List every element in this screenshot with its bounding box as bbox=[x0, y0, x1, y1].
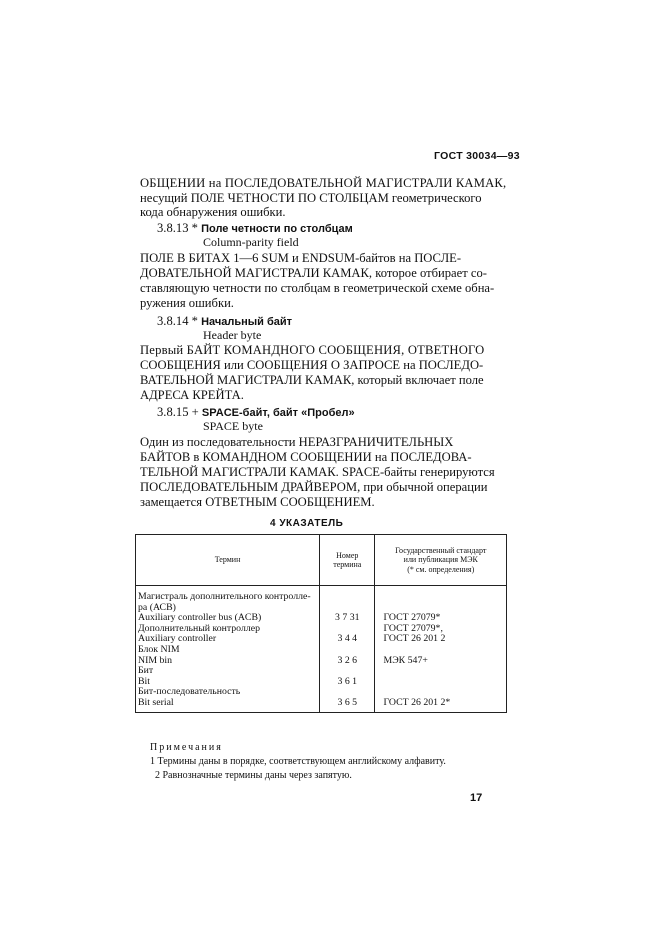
standard-cell bbox=[375, 677, 507, 688]
term-cell: Auxiliary controller bus (ACB) bbox=[136, 613, 320, 624]
text-line: БАЙТОВ в КОМАНДНОМ СООБЩЕНИИ на ПОСЛЕДОВА- bbox=[140, 450, 472, 464]
column-header-line: Государственный стандарт bbox=[395, 545, 487, 555]
term-cell: Auxiliary controller bbox=[136, 634, 320, 645]
section-mark: * bbox=[191, 314, 198, 328]
section-english-term: Column-parity field bbox=[203, 235, 299, 249]
table-header-row bbox=[136, 535, 507, 586]
section-number: 3.8.14 bbox=[157, 314, 189, 328]
table-row bbox=[136, 634, 507, 645]
table-row bbox=[136, 698, 507, 712]
term-cell: Бит-последовательность bbox=[136, 687, 320, 698]
number-cell: 3 4 4 bbox=[320, 634, 375, 645]
text-line: замещается ОТВЕТНЫМ СООБЩЕНИЕМ. bbox=[140, 495, 375, 509]
standard-cell: МЭК 547+ bbox=[375, 656, 507, 667]
note-item: 2 Равнозначные термины даны через запятую. bbox=[155, 770, 352, 781]
number-cell: 3 2 6 bbox=[320, 656, 375, 667]
text-line: ТЕЛЬНОЙ МАГИСТРАЛИ КАМАК. SPACE-байты генерируются bbox=[140, 465, 495, 479]
standard-cell: ГОСТ 26 201 2 bbox=[375, 634, 507, 645]
term-cell: ра (АСВ) bbox=[136, 603, 320, 614]
index-table bbox=[135, 534, 507, 713]
number-cell: 3 6 5 bbox=[320, 698, 375, 712]
standard-cell bbox=[375, 586, 507, 603]
column-header-line: термина bbox=[333, 560, 362, 569]
column-header-number bbox=[320, 535, 375, 586]
term-cell: NIM bin bbox=[136, 656, 320, 667]
table-row bbox=[136, 687, 507, 698]
table-row bbox=[136, 656, 507, 667]
page-number: 17 bbox=[470, 792, 483, 804]
text-line: ОБЩЕНИИ на ПОСЛЕДОВАТЕЛЬНОЙ МАГИСТРАЛИ КАМАК, bbox=[140, 176, 507, 190]
term-cell: Bit bbox=[136, 677, 320, 688]
text-line: несущий ПОЛЕ ЧЕТНОСТИ ПО СТОЛБЦАМ геометрического bbox=[140, 191, 482, 205]
section-term: SPACE-байт, байт «Пробел» bbox=[201, 407, 355, 419]
section-number: 3.8.13 bbox=[157, 221, 189, 235]
number-cell: 3 7 31 bbox=[320, 613, 375, 624]
text-line: ВАТЕЛЬНОЙ МАГИСТРАЛИ КАМАК, который включает поле bbox=[140, 373, 484, 387]
section-heading bbox=[157, 221, 353, 236]
term-cell: Bit serial bbox=[136, 698, 320, 712]
section-mark: + bbox=[191, 405, 199, 419]
index-title: 4 УКАЗАТЕЛЬ bbox=[270, 518, 344, 529]
term-cell: Магистраль дополнительного контролле- bbox=[136, 586, 320, 603]
section-heading bbox=[157, 314, 292, 329]
text-line: ПОЛЕ В БИТАХ 1—6 SUM и ENDSUM-байтов на ПОСЛЕ- bbox=[140, 251, 462, 265]
section-english-term: SPACE byte bbox=[203, 419, 263, 433]
standard-cell: ГОСТ 27079* bbox=[375, 613, 507, 624]
term-cell: Бит bbox=[136, 666, 320, 677]
section-heading bbox=[157, 405, 355, 420]
note-item: 1 Термины даны в порядке, соответствующем английскому алфавиту. bbox=[150, 756, 446, 767]
standard-cell bbox=[375, 645, 507, 656]
text-line: ПОСЛЕДОВАТЕЛЬНЫМ ДРАЙВЕРОМ, при обычной операции bbox=[140, 480, 488, 494]
column-header-terms: Термин bbox=[136, 535, 320, 586]
table-row bbox=[136, 666, 507, 677]
text-line: кода обнаружения ошибки. bbox=[140, 205, 286, 219]
text-line: Один из последовательности НЕРАЗГРАНИЧИТЕЛЬНЫХ bbox=[140, 435, 454, 449]
text-line: СООБЩЕНИЯ или СООБЩЕНИЯ О ЗАПРОСЕ на ПОСЛЕДО- bbox=[140, 358, 484, 372]
number-cell: 3 6 1 bbox=[320, 677, 375, 688]
standard-cell bbox=[375, 666, 507, 677]
number-cell bbox=[320, 645, 375, 656]
column-header-line: или публикация МЭК bbox=[403, 555, 478, 565]
section-term: Начальный байт bbox=[201, 316, 293, 328]
text-line: ставляющую четности по столбцам в геометрической схеме обна- bbox=[140, 281, 495, 295]
notes-heading: Примечания bbox=[150, 742, 223, 753]
text-line: Первый БАЙТ КОМАНДНОГО СООБЩЕНИЯ, ОТВЕТНОГО bbox=[140, 343, 485, 357]
column-header-line: Номер bbox=[336, 550, 359, 560]
text-line: ДОВАТЕЛЬНОЙ МАГИСТРАЛИ КАМАК, которое отбирает со- bbox=[140, 266, 487, 280]
term-cell: Дополнительный контроллер bbox=[136, 624, 320, 635]
section-mark: * bbox=[191, 221, 198, 235]
document-code: ГОСТ 30034—93 bbox=[434, 150, 520, 162]
text-line: АДРЕСА КРЕЙТА. bbox=[140, 388, 244, 402]
column-header-line: (* см. определения) bbox=[407, 564, 475, 574]
term-cell: Блок NIM bbox=[136, 645, 320, 656]
section-term: Поле четности по столбцам bbox=[201, 223, 353, 235]
column-header-standard bbox=[375, 535, 507, 586]
number-cell bbox=[320, 586, 375, 603]
section-number: 3.8.15 bbox=[157, 405, 189, 419]
text-line: ружения ошибки. bbox=[140, 296, 234, 310]
standard-cell: ГОСТ 27079*, bbox=[375, 624, 507, 635]
section-english-term: Header byte bbox=[203, 328, 262, 342]
standard-cell: ГОСТ 26 201 2* bbox=[375, 698, 507, 712]
table-row bbox=[136, 645, 507, 656]
table-row bbox=[136, 586, 507, 603]
